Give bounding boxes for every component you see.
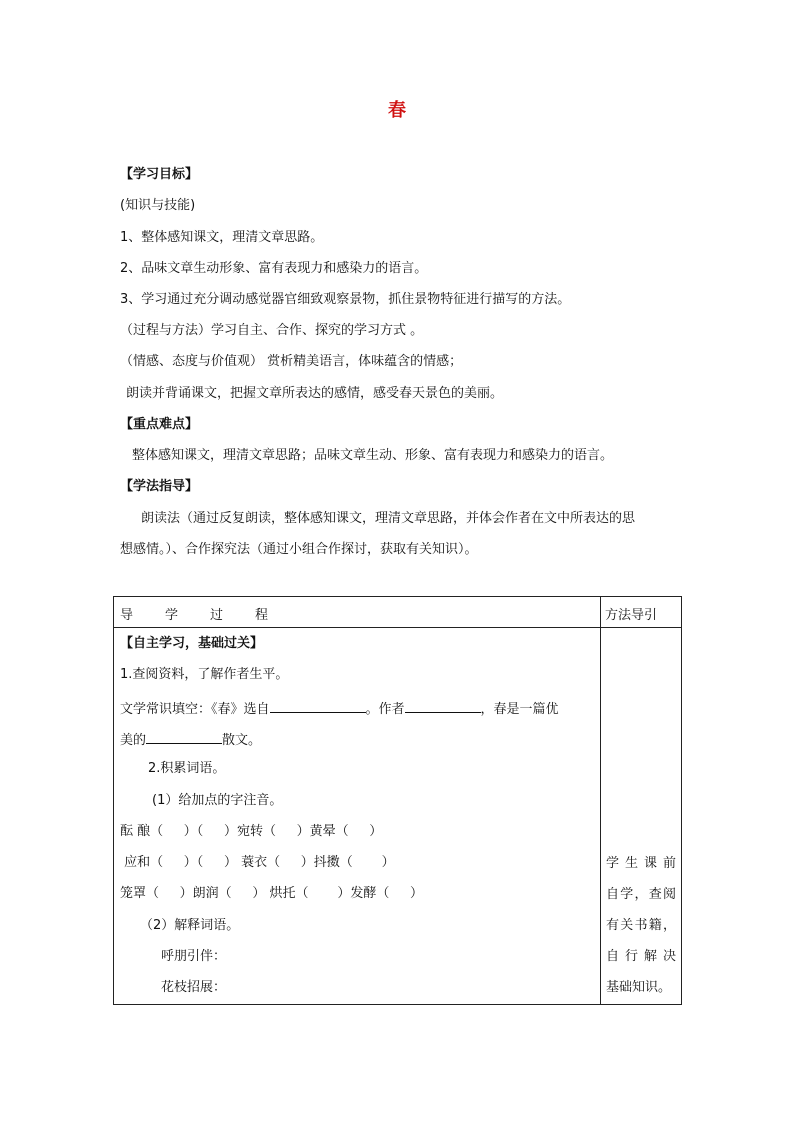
method-note (606, 848, 676, 1003)
lit-mid: 。作者 (365, 702, 405, 717)
source-blank[interactable] (270, 698, 366, 713)
method-note-cell (601, 628, 682, 1005)
study-method-heading: 【学法指导】 (120, 479, 199, 494)
lit-line2-prefix: 美的 (120, 733, 147, 748)
study-method-text-1: 朗读法（通过反复朗读，整体感知课文，理清文章思路，并体会作者在文中所表达的思 (141, 511, 636, 526)
word-item-2: 花枝招展： (161, 980, 227, 995)
pinyin-row-3: 笼罩（ ）朗润（ ） 烘托（ ）发酵（ ） (120, 886, 424, 901)
lit-suffix: ，春是一篇优 (480, 702, 559, 717)
header-char: 导 (120, 608, 134, 623)
process-method-line: （过程与方法）学习自主、合作、探究的学习方式 。 (120, 323, 424, 338)
goal-item-1: 1、整体感知课文，理清文章思路。 (120, 230, 324, 245)
knowledge-skills-heading: (知识与技能) (120, 198, 196, 213)
genre-blank[interactable] (146, 729, 222, 744)
note-line: 有关书籍， (606, 918, 676, 933)
self-study-heading: 【自主学习，基础过关】 (120, 636, 264, 651)
recite-line: 朗读并背诵课文，把握文章所表达的感情，感受春天景色的美丽。 (126, 386, 504, 401)
literature-fill-line-2 (120, 729, 261, 750)
method-header: 方法导引 (605, 608, 658, 623)
guide-table (113, 596, 682, 1005)
subtask-1: (1）给加点的字注音。 (152, 793, 283, 808)
note-line: 学生课前 (606, 856, 676, 871)
note-line: 自行解决 (606, 949, 676, 964)
header-char: 学 (165, 608, 179, 623)
method-header-cell (601, 597, 682, 628)
lit-prefix: 文学常识填空：《春》选自 (120, 702, 270, 717)
process-header-cell (114, 597, 601, 628)
task-2: 2.积累词语。 (148, 761, 226, 776)
document-title: 春 (388, 100, 406, 121)
lit-line2-suffix: 散文。 (222, 733, 262, 748)
goal-item-2: 2、品味文章生动形象、富有表现力和感染力的语言。 (120, 261, 428, 276)
goal-item-3: 3、学习通过充分调动感觉器官细致观察景物，抓住景物特征进行描写的方法。 (120, 292, 571, 307)
author-blank[interactable] (405, 698, 481, 713)
task-1: 1.查阅资料，了解作者生平。 (120, 667, 289, 682)
header-char: 程 (255, 608, 269, 623)
note-line: 自学，查阅 (606, 887, 676, 902)
key-difficulty-text: 整体感知课文，理清文章思路；品味文章生动、形象、富有表现力和感染力的语言。 (132, 448, 614, 463)
pinyin-row-2: 应和（ ）（ ） 蓑衣（ ）抖擞（ ） (120, 855, 395, 870)
note-line: 基础知识。 (606, 980, 672, 995)
subtask-2: （2）解释词语。 (140, 918, 240, 933)
learning-goals-heading: 【学习目标】 (120, 167, 199, 182)
study-method-text-2: 想感情。）、合作探究法（通过小组合作探讨，获取有关知识）。 (120, 542, 478, 557)
word-item-1: 呼朋引伴： (161, 949, 227, 964)
process-header (120, 604, 606, 623)
pinyin-row-1: 酝 酿（ ）（ ）宛转（ ）黄晕（ ） (120, 824, 383, 839)
key-difficulty-heading: 【重点难点】 (120, 417, 199, 432)
literature-fill-line (120, 698, 559, 719)
content-cell (114, 628, 601, 1005)
emotion-attitude-line: （情感、态度与价值观） 赏析精美语言，体味蕴含的情感； (120, 354, 463, 369)
header-char: 过 (210, 608, 224, 623)
